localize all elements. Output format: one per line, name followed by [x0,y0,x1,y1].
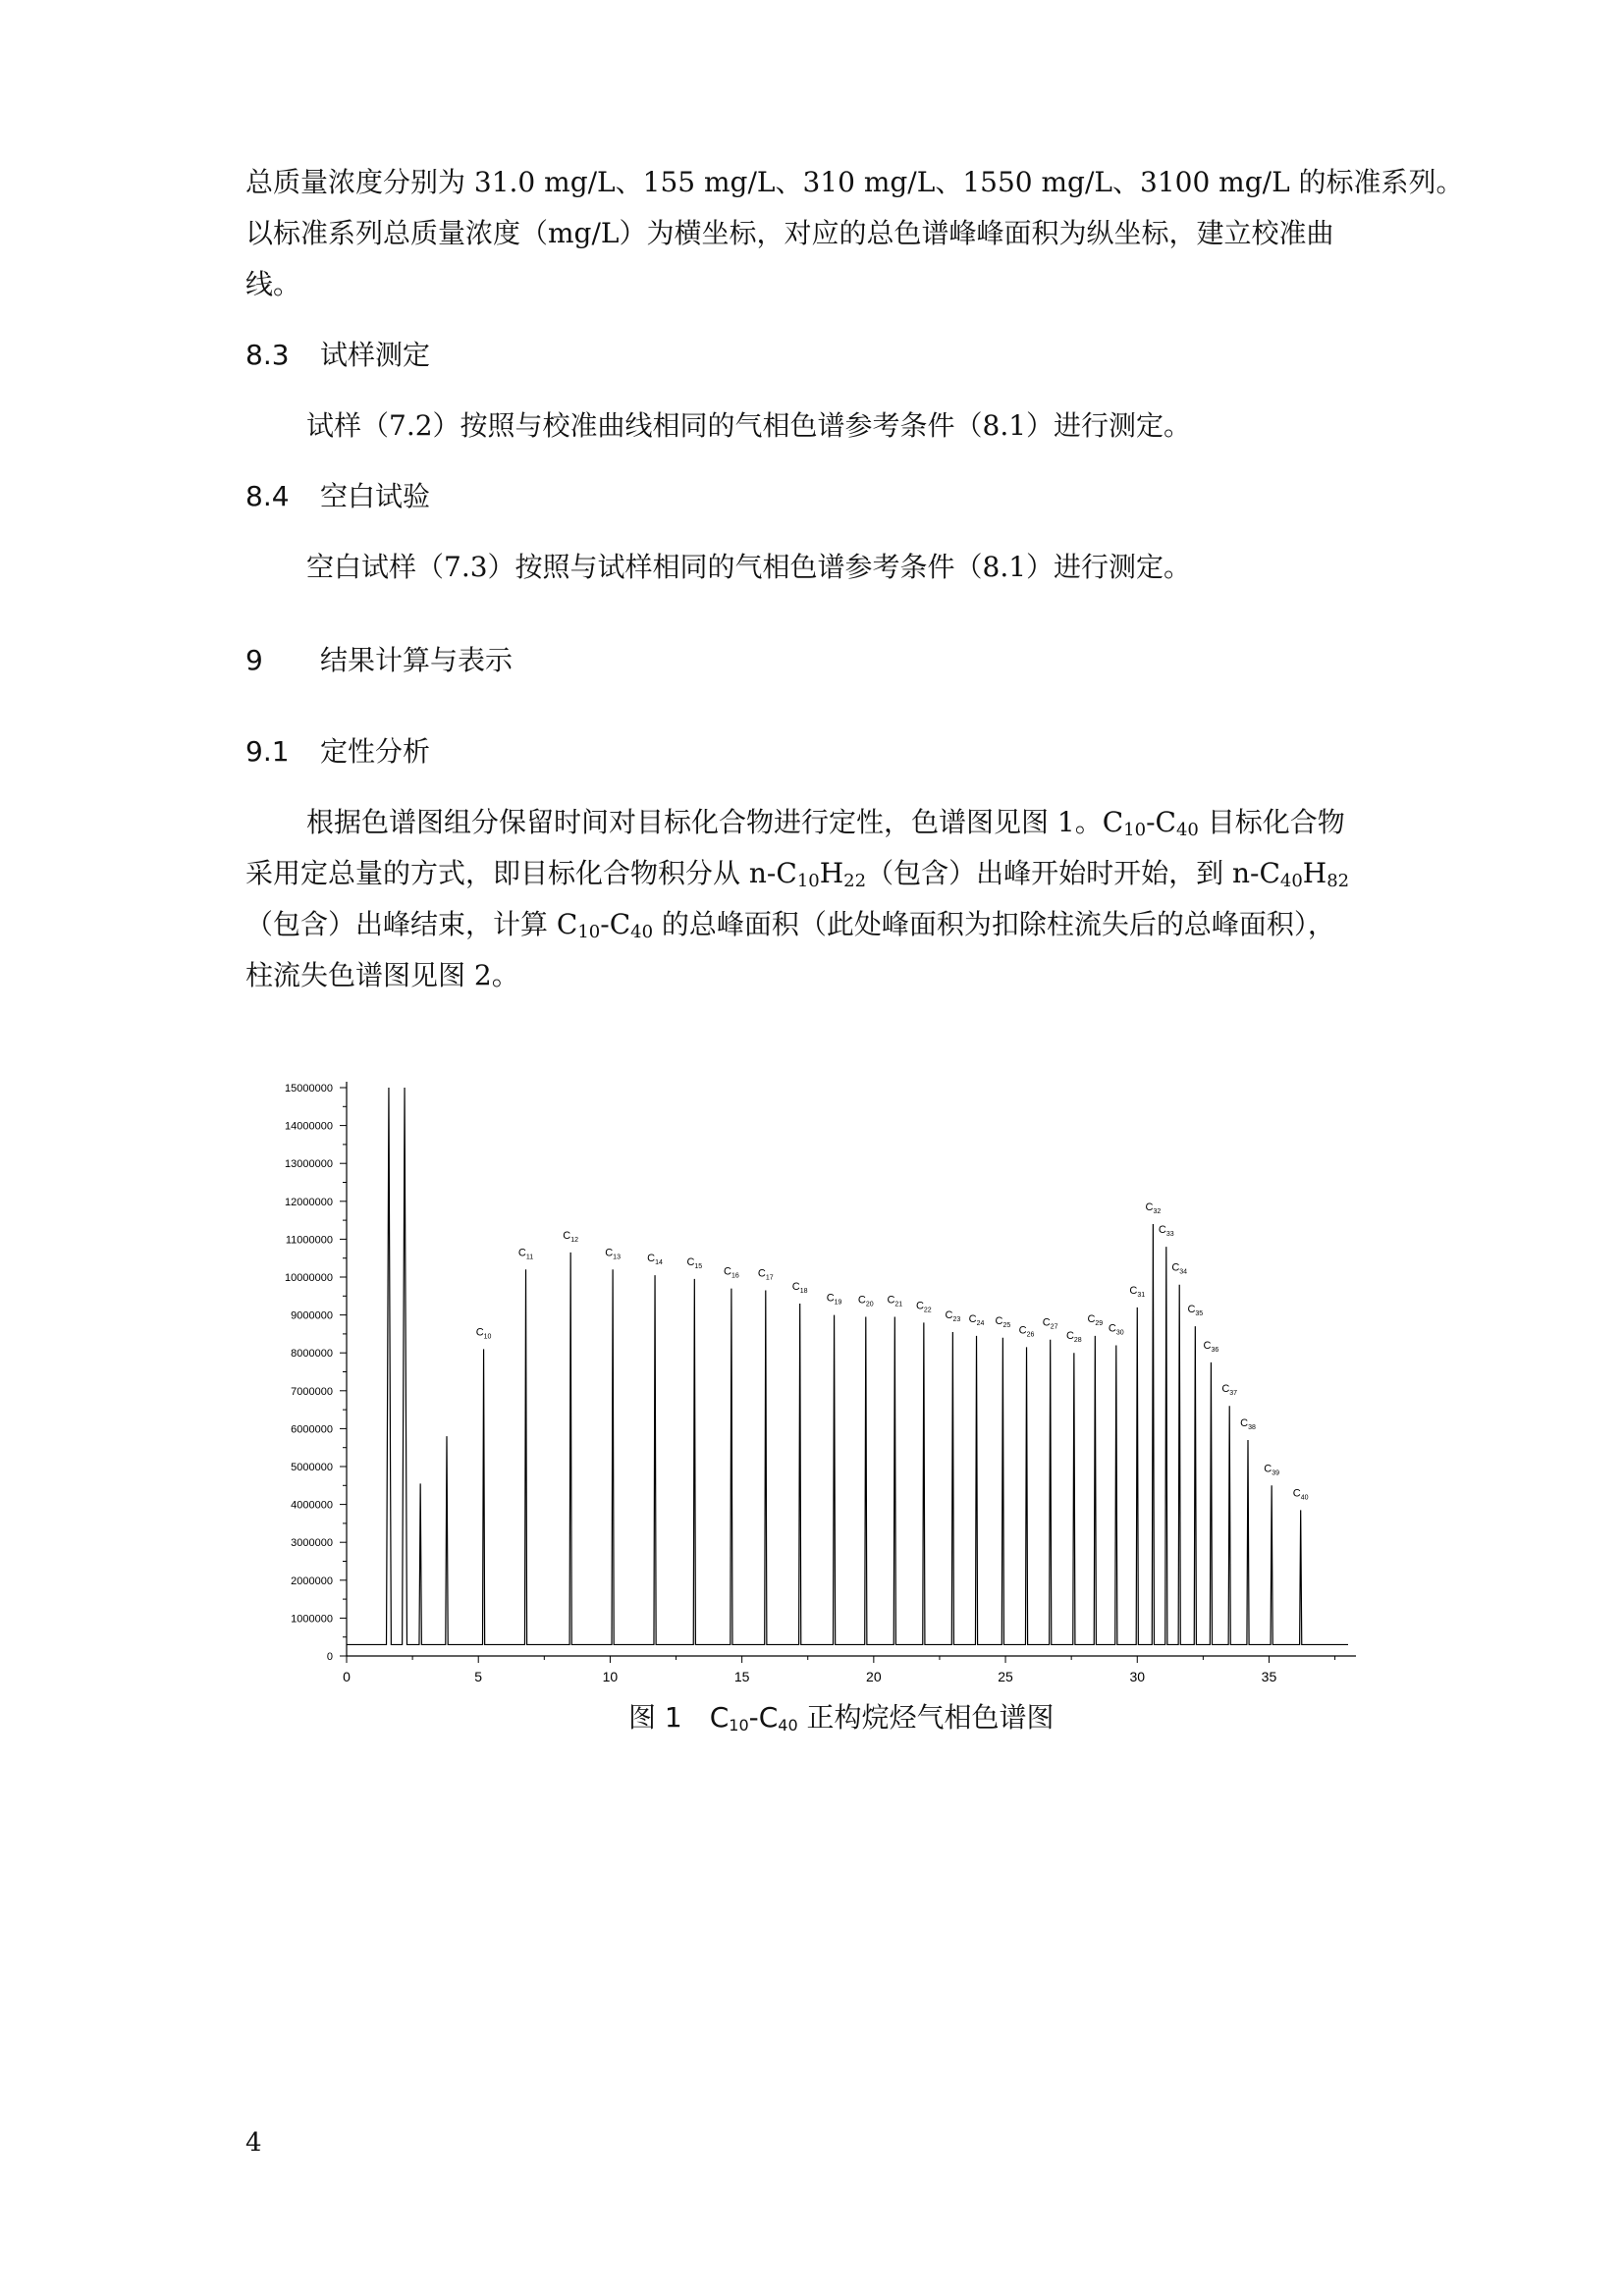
y-tick-label: 4000000 [291,1499,333,1512]
section-heading-9 [245,643,513,678]
x-tick-label: 10 [602,1669,619,1684]
peak-label: $C_{17}$ [757,1267,774,1282]
peak-label: $C_{39}$ [1264,1463,1280,1477]
peak-label: $C_{12}$ [563,1229,579,1244]
y-tick-label: 6000000 [291,1423,333,1436]
y-tick-label: 0 [326,1651,333,1663]
peak-label: $C_{24}$ [968,1312,985,1327]
section-title: 定性分析 [320,735,431,768]
peak-label: $C_{30}$ [1108,1322,1124,1337]
y-tick-label: 11000000 [285,1234,333,1247]
text-line: 空白试样（7.3）按照与试样相同的气相色谱参考条件（8.1）进行测定。 [306,551,1192,583]
text-line: 试样（7.2）按照与校准曲线相同的气相色谱参考条件（8.1）进行测定。 [306,409,1192,442]
chromatogram-chart [245,1060,1375,1708]
peak-label: $C_{28}$ [1065,1330,1082,1345]
y-tick-label: 2000000 [291,1575,333,1587]
peak-label: $C_{35}$ [1187,1304,1204,1318]
peak-label: $C_{16}$ [724,1265,739,1280]
y-tick-label: 14000000 [285,1120,333,1133]
peak-label: $C_{11}$ [517,1247,534,1261]
peak-label: $C_{27}$ [1042,1316,1058,1331]
peak-label: $C_{13}$ [605,1247,621,1261]
x-tick-label: 15 [733,1669,750,1684]
text-line: 采用定总量的方式，即目标化合物积分从 $n-C_{10}H_{22}$（包含）出峰开始时开始，到 $n-C_{40}H_{82}$ [245,857,1350,891]
section-heading-8-4 [245,479,430,514]
section-number: 8.3 [245,339,290,371]
section-title: 试样测定 [320,339,431,371]
peak-label: $C_{22}$ [915,1300,932,1314]
peak-label: $C_{21}$ [887,1294,903,1308]
y-tick-label: 5000000 [291,1462,333,1473]
peak-label: $C_{34}$ [1171,1261,1188,1276]
text-line: 柱流失色谱图见图 2。 [245,959,519,991]
peak-label: $C_{29}$ [1087,1312,1104,1327]
peak-label: $C_{40}$ [1292,1487,1309,1502]
section-heading-9-1 [245,734,430,770]
y-tick-label: 10000000 [285,1272,333,1284]
peak-label: $C_{31}$ [1129,1284,1146,1299]
peak-label: $C_{33}$ [1158,1224,1174,1239]
y-tick-label: 15000000 [285,1083,333,1095]
peak-label: $C_{18}$ [791,1281,808,1296]
x-tick-label: 20 [866,1669,882,1684]
peak-label: $C_{26}$ [1018,1324,1035,1339]
peak-label: $C_{38}$ [1240,1416,1256,1431]
peak-label: $C_{32}$ [1145,1201,1162,1215]
peak-label: $C_{14}$ [647,1253,663,1267]
peak-label: $C_{23}$ [945,1308,961,1323]
section-number: 8.4 [245,480,290,512]
peak-label: $C_{25}$ [995,1314,1011,1329]
text-line: （包含）出峰结束，计算 $C_{10}-C_{40}$ 的总峰面积（此处峰面积为扣除柱流失后的总峰面积）， [245,908,1335,942]
section-title: 空白试验 [320,480,431,512]
y-tick-label: 12000000 [285,1196,333,1208]
y-tick-label: 3000000 [291,1537,333,1550]
y-tick-label: 1000000 [291,1613,333,1626]
peak-label: $C_{36}$ [1203,1339,1219,1354]
peak-label: $C_{15}$ [686,1255,703,1270]
peak-label: $C_{20}$ [857,1294,874,1308]
y-tick-label: 8000000 [291,1348,333,1361]
x-tick-label: 5 [474,1669,483,1684]
x-tick-label: 35 [1261,1669,1277,1684]
text-line: 根据色谱图组分保留时间对目标化合物进行定性，色谱图见图 1。$C_{10}-C_{40}$ 目标化合物 [306,806,1345,840]
text-line: 以标准系列总质量浓度（mg/L）为横坐标，对应的总色谱峰峰面积为纵坐标，建立校准曲 [245,217,1334,249]
section-title: 结果计算与表示 [320,644,514,676]
x-tick-label: 25 [998,1669,1013,1684]
page-number: 4 [245,2128,262,2158]
peak-label: $C_{10}$ [475,1326,492,1341]
y-tick-label: 13000000 [285,1158,333,1171]
section-number: 9.1 [245,735,290,768]
x-tick-label: 30 [1129,1669,1146,1684]
peak-label: $C_{19}$ [826,1292,842,1307]
y-tick-label: 9000000 [291,1309,333,1322]
text-line: 总质量浓度分别为 31.0 mg/L、155 mg/L、310 mg/L、1550 mg/L、3100 mg/L 的标准系列。 [245,166,1464,198]
section-number: 9 [245,644,263,676]
y-tick-label: 7000000 [291,1385,333,1398]
section-heading-8-3 [245,338,430,373]
peak-label: $C_{37}$ [1221,1383,1238,1398]
x-tick-label: 0 [343,1669,351,1684]
text-line: 线。 [245,268,301,300]
figure-caption: 图 1 $C_{10}-C_{40}$ 正构烷烃气相色谱图 [628,1701,1055,1735]
chromatogram-trace [347,1088,1348,1644]
